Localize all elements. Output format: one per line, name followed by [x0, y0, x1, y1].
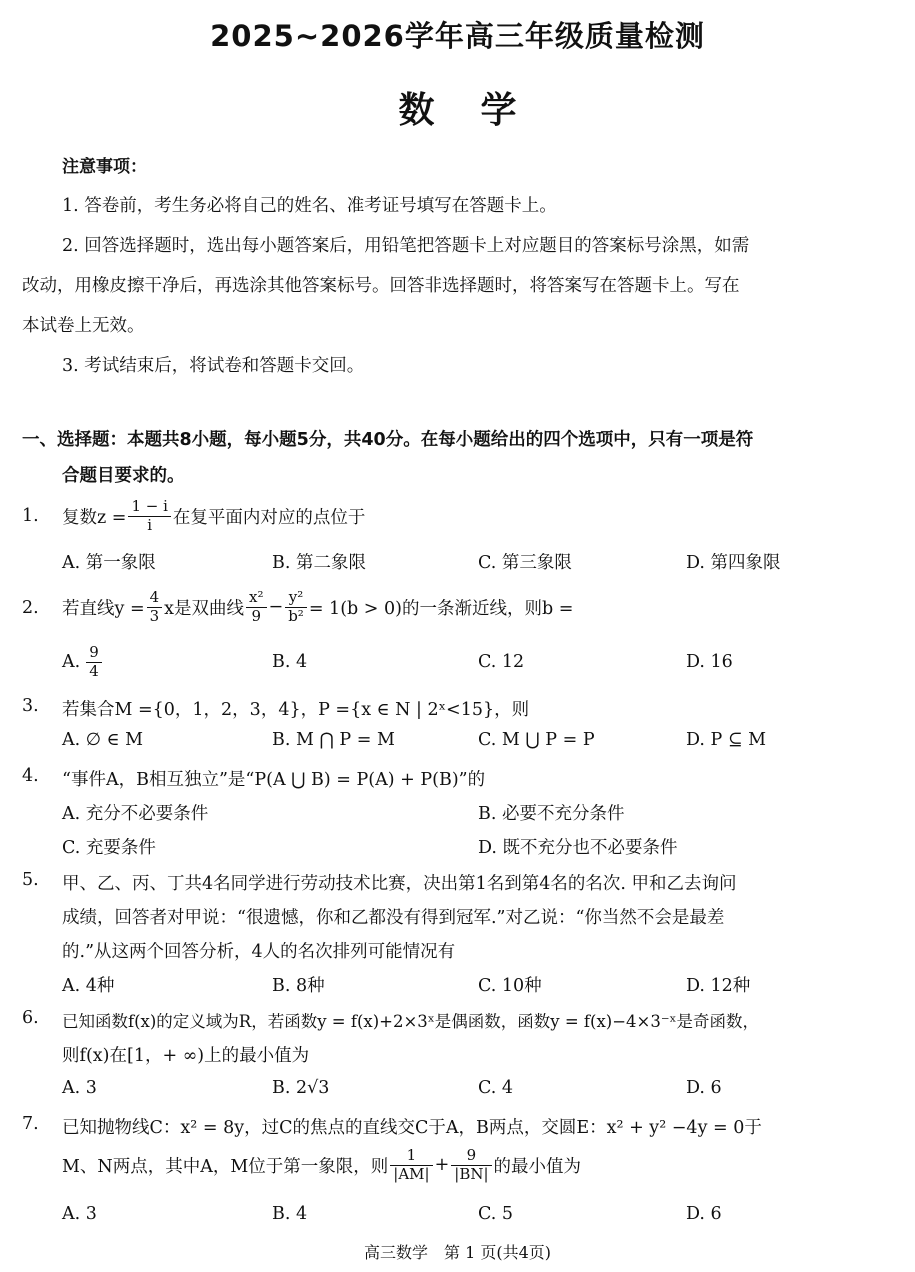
- q7-option-a: A. 3: [62, 1204, 97, 1224]
- q1-option-a: A. 第一象限: [62, 553, 156, 573]
- q5-option-d: D. 12种: [686, 976, 751, 996]
- q2-slope-denominator: 3: [149, 606, 160, 625]
- question-2-number: 2.: [22, 598, 39, 618]
- q7-fraction-2-denominator: |BN|: [454, 1164, 489, 1183]
- question-7-line-1: 已知抛物线C：x² = 8y，过C的焦点的直线交C于A，B两点，交圆E：x² + y² −4y = 0于: [62, 1118, 762, 1138]
- q1-stem-pre: 复数z =: [62, 507, 127, 528]
- q3-option-a: A. ∅ ∈ M: [62, 730, 144, 750]
- q1-fraction-denominator: i: [147, 515, 153, 534]
- q4-option-a: A. 充分不必要条件: [62, 804, 209, 824]
- q2-y-term-denominator: b²: [288, 606, 304, 625]
- q7-option-b: B. 4: [272, 1204, 308, 1224]
- exam-title: 2025~2026学年高三年级质量检测: [210, 19, 705, 53]
- q2-option-a-label: A.: [62, 652, 81, 672]
- notice-item-1: 1. 答卷前，考生务必将自己的姓名、准考证号填写在答题卡上。: [62, 196, 557, 216]
- q2-y-term-fraction: [285, 589, 307, 625]
- question-3-number: 3.: [22, 696, 39, 716]
- q3-option-d: D. P ⊆ M: [686, 730, 767, 750]
- q4-option-b: B. 必要不充分条件: [478, 804, 625, 824]
- q2-slope-numerator: 4: [147, 589, 163, 607]
- question-5-line-2: 成绩，回答者对甲说：“很遗憾，你和乙都没有得到冠军.”对乙说：“你当然不会是最差: [62, 908, 725, 928]
- subject-title: 数学: [398, 90, 563, 131]
- q7-plus-sign: +: [434, 1155, 450, 1175]
- q2-x-term-fraction: [246, 589, 266, 625]
- q6-option-b: B. 2√3: [272, 1078, 330, 1098]
- q2-option-a-denominator: 4: [89, 661, 99, 680]
- q5-option-a: A. 4种: [62, 976, 115, 996]
- q6-option-d: D. 6: [686, 1078, 722, 1098]
- question-4-stem: “事件A，B相互独立”是“P(A ⋃ B) = P(A) + P(B)”的: [62, 770, 486, 790]
- question-6-line-2: 则f(x)在[1，+ ∞)上的最小值为: [62, 1046, 310, 1066]
- q7-fraction-2-numerator: 9: [451, 1147, 491, 1165]
- notice-item-2-line-2: 改动，用橡皮擦干净后，再选涂其他答案标号。回答非选择题时，将答案写在答题卡上。写在: [22, 276, 740, 296]
- q1-fraction-numerator: 1 − i: [128, 498, 170, 516]
- question-7-number: 7.: [22, 1114, 39, 1134]
- q3-option-c: C. M ⋃ P = P: [478, 730, 595, 750]
- q1-option-c: C. 第三象限: [478, 553, 572, 573]
- question-6-number: 6.: [22, 1008, 39, 1028]
- question-5-number: 5.: [22, 870, 39, 890]
- q7-option-d: D. 6: [686, 1204, 722, 1224]
- q7-fraction-2: [451, 1147, 491, 1183]
- q2-y-term-numerator: y²: [285, 589, 307, 607]
- notice-item-2-line-1: 2. 回答选择题时，选出每小题答案后，用铅笔把答题卡上对应题目的答案标号涂黑，如需: [62, 236, 750, 256]
- q2-stem-pre: 若直线y =: [62, 598, 145, 619]
- q7-line-2-pre: M、N两点，其中A，M位于第一象限，则: [62, 1156, 389, 1177]
- q1-option-b: B. 第二象限: [272, 553, 366, 573]
- q7-option-c: C. 5: [478, 1204, 514, 1224]
- q7-fraction-1: [390, 1147, 432, 1183]
- q1-option-d: D. 第四象限: [686, 553, 781, 573]
- question-1-stem: [62, 492, 365, 540]
- page-footer: 高三数学 第 1 页(共4页): [363, 1243, 552, 1262]
- question-6-line-1: 已知函数f(x)的定义域为R，若函数y = f(x)+2×3ˣ是偶函数，函数y = f(x)−4×3⁻ˣ是奇函数，: [62, 1012, 760, 1031]
- q7-fraction-1-numerator: 1: [390, 1147, 432, 1165]
- notice-heading: 注意事项：: [62, 157, 147, 177]
- q2-option-a-numerator: 9: [86, 644, 102, 662]
- q2-x-term-denominator: 9: [251, 606, 262, 625]
- q2-option-b: B. 4: [272, 652, 308, 672]
- q2-option-a: [62, 638, 104, 686]
- q7-line-2-post: 的最小值为: [493, 1156, 582, 1177]
- question-4-number: 4.: [22, 766, 39, 786]
- question-7-line-2: [62, 1140, 581, 1190]
- q2-option-d: D. 16: [686, 652, 733, 672]
- q6-option-c: C. 4: [478, 1078, 514, 1098]
- q1-fraction: [128, 498, 170, 534]
- q7-fraction-1-denominator: |AM|: [393, 1164, 430, 1183]
- q3-option-b: B. M ⋂ P = M: [272, 730, 395, 750]
- q4-option-d: D. 既不充分也不必要条件: [478, 838, 678, 858]
- q2-option-c: C. 12: [478, 652, 525, 672]
- notice-item-3: 3. 考试结束后，将试卷和答题卡交回。: [62, 356, 365, 376]
- question-5-line-3: 的.”从这两个回答分析，4人的名次排列可能情况有: [62, 942, 456, 962]
- q1-stem-post: 在复平面内对应的点位于: [172, 507, 366, 528]
- question-2-stem: [62, 582, 573, 632]
- q2-stem-post: = 1(b > 0)的一条渐近线，则b =: [308, 598, 574, 619]
- q4-option-c: C. 充要条件: [62, 838, 156, 858]
- q6-option-a: A. 3: [62, 1078, 97, 1098]
- q2-minus-sign: −: [268, 597, 284, 617]
- q2-slope-fraction: [147, 589, 163, 625]
- q5-option-c: C. 10种: [478, 976, 542, 996]
- question-1-number: 1.: [22, 506, 39, 526]
- notice-item-2-line-3: 本试卷上无效。: [22, 316, 145, 336]
- q2-stem-mid: x是双曲线: [164, 598, 245, 619]
- q2-option-a-fraction: [86, 644, 102, 680]
- q5-option-b: B. 8种: [272, 976, 325, 996]
- section-1-instructions-line-1: 一、选择题：本题共8小题，每小题5分，共40分。在每小题给出的四个选项中，只有一项是符: [22, 430, 754, 450]
- q2-x-term-numerator: x²: [246, 589, 266, 607]
- question-5-line-1: 甲、乙、丙、丁共4名同学进行劳动技术比赛，决出第1名到第4名的名次. 甲和乙去询问: [62, 874, 737, 894]
- section-1-instructions-line-2: 合题目要求的。: [62, 466, 185, 486]
- question-3-stem: 若集合M ={0，1，2，3，4}，P ={x ∈ N | 2ˣ<15}，则: [62, 700, 530, 720]
